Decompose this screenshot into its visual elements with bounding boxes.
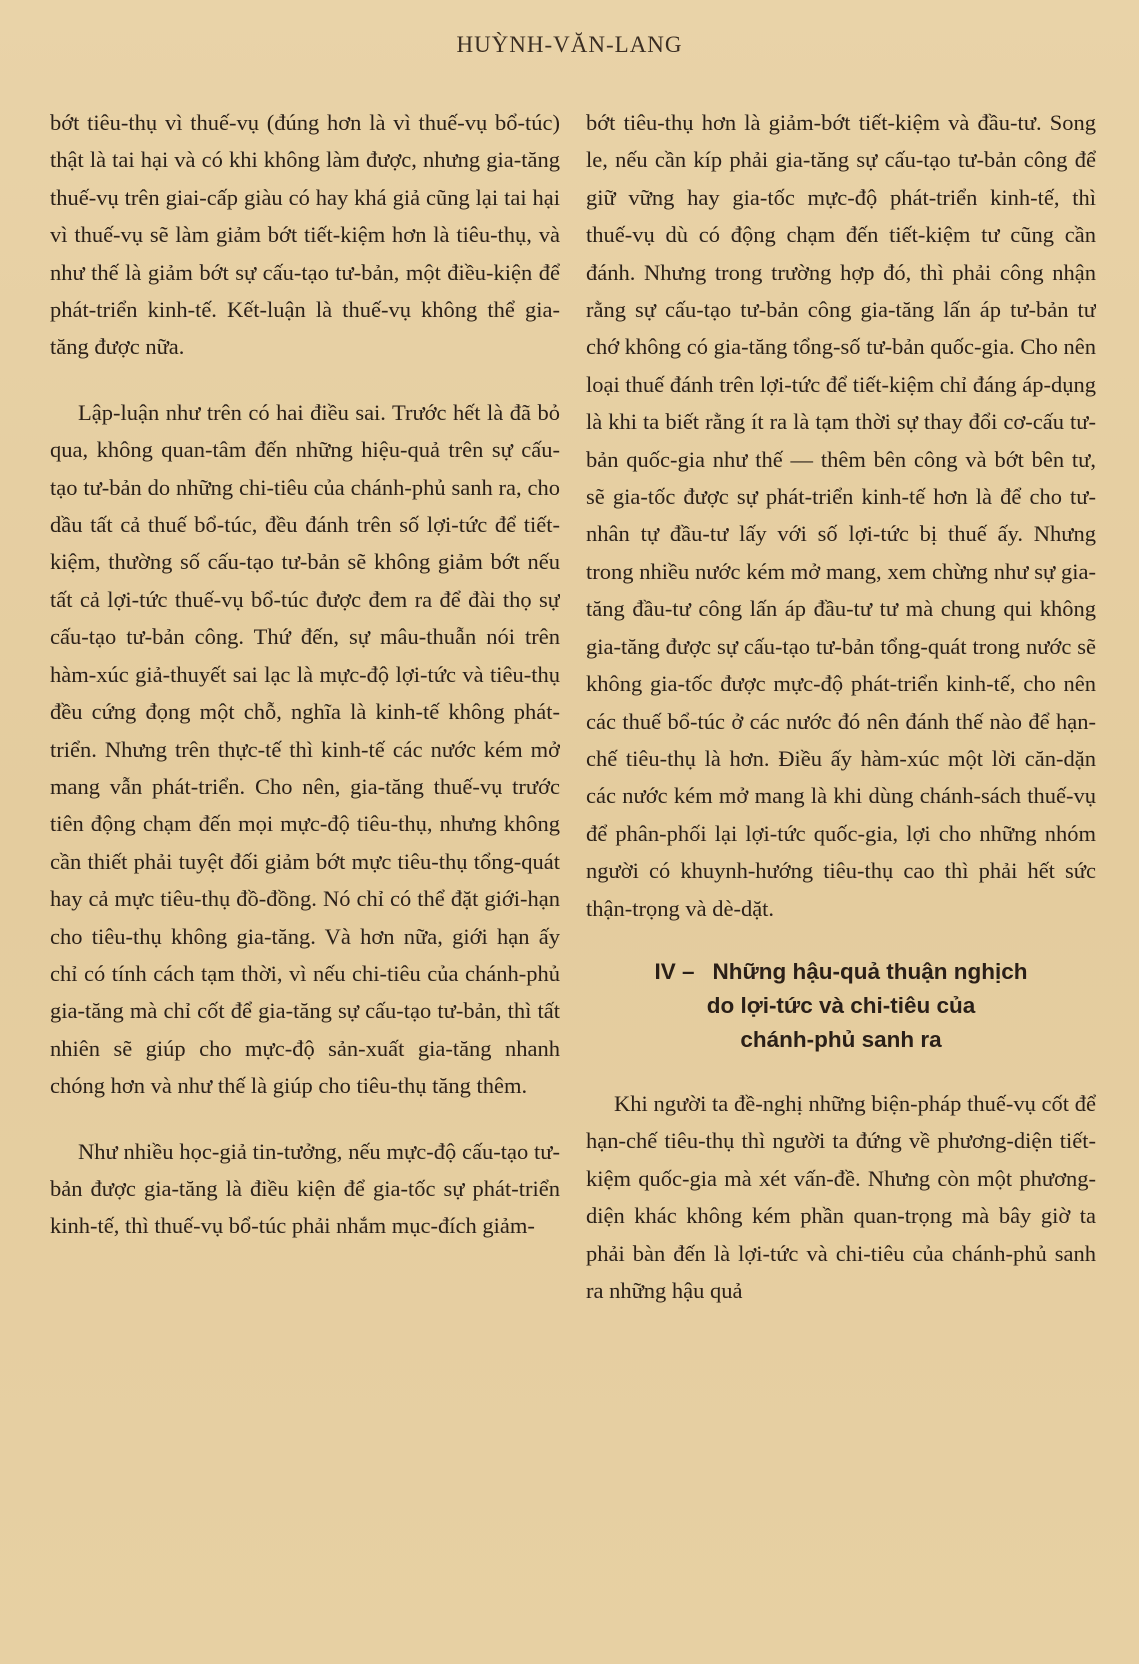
paragraph-gap bbox=[50, 366, 560, 394]
paragraph: Lập-luận như trên có hai điều sai. Trước hết là đã bỏ qua, không quan-tâm đến những hiệu-quả trên sự cấu-tạo tư-bản do những chi-tiêu của chánh-phủ sanh ra, cho dầu tất cả thuế bổ-túc, đều đánh trên số lợi-tức để tiết-kiệm, thường số cấu-tạo tư-bản sẽ không giảm bớt nếu tất cả lợi-tức thuế-vụ bổ-túc được đem ra để đài thọ sự cấu-tạo tư-bản công. Thứ đến, sự mâu-thuẫn nói trên hàm-xúc giả-thuyết sai lạc là mực-độ lợi-tức và tiêu-thụ đều cứng đọng một chỗ, nghĩa là kinh-tế không phát-triển. Nhưng trên thực-tế thì kinh-tế các nước kém mở mang vẫn phát-triển. Cho nên, gia-tăng thuế-vụ trước tiên động chạm đến mọi mực-độ tiêu-thụ, nhưng không cần thiết phải tuyệt đối giảm bớt mực tiêu-thụ tổng-quát hay cả mực tiêu-thụ đồ-đồng. Nó chỉ có thể đặt giới-hạn cho tiêu-thụ không gia-tăng. Và hơn nữa, giới hạn ấy chỉ có tính cách tạm thời, vì nếu chi-tiêu của chánh-phủ gia-tăng mà chỉ cốt để gia-tăng sự cấu-tạo tư-bản, thì tất nhiên sẽ giúp cho mực-độ sản-xuất gia-tăng nhanh chóng hơn và như thế là giúp cho tiêu-thụ tăng thêm. bbox=[50, 399, 560, 1099]
paragraph: Khi người ta đề-nghị những biện-pháp thuế-vụ cốt để hạn-chế tiêu-thụ thì người ta đứng về phương-diện tiết-kiệm quốc-gia mà xét vấn-đề. Nhưng còn một phương-diện khác không kém phần quan-trọng mà bây giờ ta phải bàn đến là lợi-tức và chi-tiêu của chánh-phủ sanh ra những hậu quả bbox=[586, 1090, 1096, 1303]
section-number: IV – bbox=[654, 958, 695, 984]
section-title-line1: Những hậu-quả thuận nghịch bbox=[712, 958, 1028, 984]
section-title-line2: do lợi-tức và chi-tiêu của bbox=[706, 992, 976, 1018]
running-header: HUỲNH-VĂN-LANG bbox=[456, 32, 683, 57]
paragraph-gap bbox=[50, 1105, 560, 1133]
section-title-line3: chánh-phủ sanh ra bbox=[740, 1026, 942, 1052]
paragraph: Như nhiều học-giả tin-tưởng, nếu mực-độ cấu-tạo tư-bản được gia-tăng là điều kiện để gia-tốc sự phát-triển kinh-tế, thì thuế-vụ bổ-túc phải nhắm mục-đích giảm- bbox=[50, 1138, 560, 1239]
section-heading-line bbox=[586, 955, 1096, 989]
paragraph-gap bbox=[586, 927, 1096, 955]
paragraph-gap bbox=[586, 1057, 1096, 1085]
paragraph: bớt tiêu-thụ vì thuế-vụ (đúng hơn là vì thuế-vụ bổ-túc) thật là tai hại và có khi không làm được, nhưng gia-tăng thuế-vụ trên giai-cấp giàu có hay khá giả cũng lại tai hại vì thuế-vụ sẽ làm giảm bớt tiết-kiệm hơn là tiêu-thụ, và như thế là giảm bớt sự cấu-tạo tư-bản, một điều-kiện để phát-triển kinh-tế. Kết-luận là thuế-vụ không thể gia-tăng được nữa. bbox=[50, 110, 560, 360]
right-column bbox=[586, 104, 1096, 1644]
section-heading bbox=[586, 955, 1096, 1057]
paragraph: bớt tiêu-thụ hơn là giảm-bớt tiết-kiệm và đầu-tư. Song le, nếu cần kíp phải gia-tăng sự cấu-tạo tư-bản công để giữ vững hay gia-tốc mực-độ phát-triển kinh-tế, thì thuế-vụ dù có động chạm đến tiết-kiệm tư cũng cần đánh. Nhưng trong trường hợp đó, thì phải công nhận rằng sự cấu-tạo tư-bản công gia-tăng lấn áp tư-bản tư chớ không có gia-tăng tổng-số tư-bản quốc-gia. Cho nên loại thuế đánh trên lợi-tức để tiết-kiệm chỉ đáng áp-dụng là khi ta biết rằng ít ra là tạm thời sự thay đổi cơ-cấu tư-bản quốc-gia như thế — thêm bên công và bớt bên tư, sẽ gia-tốc được sự phát-triển kinh-tế hơn là để cho tư-nhân tự đầu-tư lấy với số lợi-tức bị thuế ấy. Nhưng trong nhiều nước kém mở mang, xem chừng như sự gia-tăng đầu-tư công lấn áp đầu-tư tư mà chung qui không gia-tăng được sự cấu-tạo tư-bản tổng-quát trong nước sẽ không gia-tốc được mực-độ phát-triển kinh-tế, cho nên các thuế bổ-túc ở các nước đó nên đánh thế nào để hạn-chế tiêu-thụ là hơn. Điều ấy hàm-xúc một lời căn-dặn các nước kém mở mang là khi dùng chánh-sách thuế-vụ để phân-phối lại lợi-tức quốc-gia, lợi cho những nhóm người có khuynh-hướng tiêu-thụ cao thì phải hết sức thận-trọng và dè-dặt. bbox=[586, 110, 1096, 921]
left-column bbox=[50, 104, 560, 1644]
